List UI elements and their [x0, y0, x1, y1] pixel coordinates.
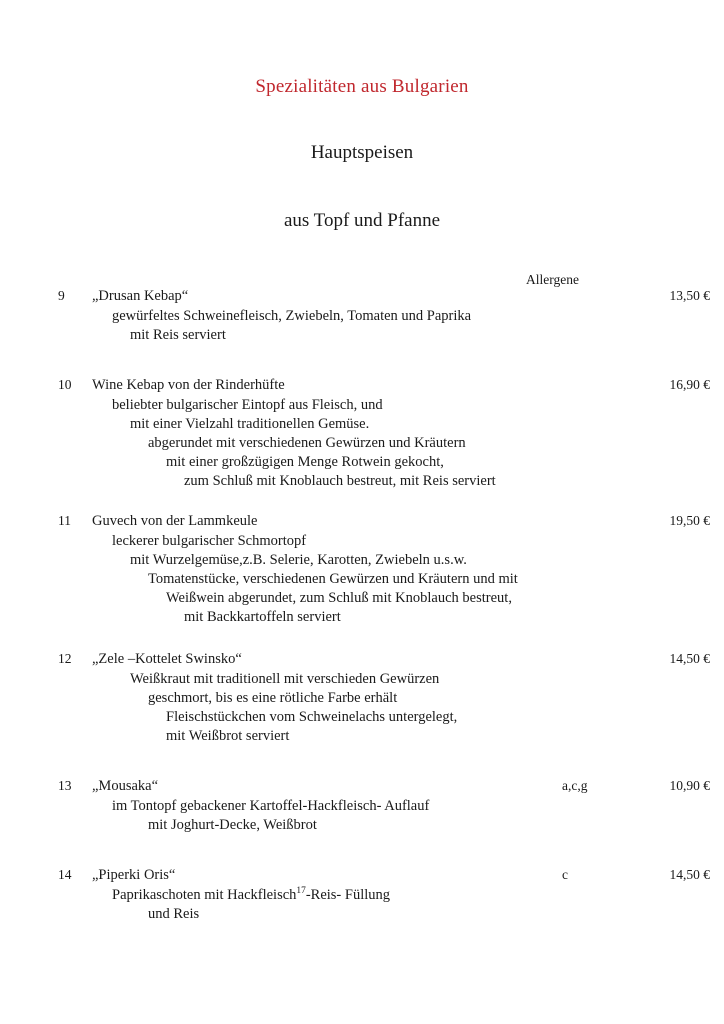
menu-item-header-row: [0, 377, 724, 396]
menu-item-price: 16,90 €: [669, 377, 710, 392]
menu-item-description: [0, 797, 724, 835]
menu-item-description-line: Weißwein abgerundet, zum Schluß mit Knoblauch bestreut,: [166, 590, 512, 606]
menu-item-price: 14,50 €: [669, 651, 710, 666]
menu-item-name: Guvech von der Lammkeule: [92, 513, 258, 529]
menu-item-description-line: im Tontopf gebackener Kartoffel-Hackfleisch- Auflauf: [112, 798, 430, 814]
menu-item-description-line: mit Weißbrot serviert: [166, 728, 290, 744]
menu-item: [0, 513, 724, 627]
menu-item-name: „Mousaka“: [92, 778, 159, 794]
menu-item-number: 13: [58, 778, 72, 793]
menu-item-description: [0, 307, 724, 345]
menu-item-description-line: mit Joghurt-Decke, Weißbrot: [148, 817, 317, 833]
menu-item-header-row: [0, 778, 724, 797]
menu-item-number: 9: [58, 288, 65, 303]
menu-item-header-row: [0, 651, 724, 670]
menu-item-number: 11: [58, 513, 71, 528]
menu-item-description-line: mit einer Vielzahl traditionellen Gemüse.: [130, 416, 370, 432]
menu-item-list: [0, 288, 724, 924]
menu-item-description-line: Tomatenstücke, verschiedenen Gewürzen und Kräutern und mit: [148, 571, 518, 587]
menu-item: [0, 288, 724, 345]
footnote-marker: 17: [296, 886, 306, 897]
menu-item-name: „Piperki Oris“: [92, 867, 176, 883]
menu-item-description-line: gewürfeltes Schweinefleisch, Zwiebeln, Tomaten und Paprika: [112, 308, 472, 324]
menu-item-description: [0, 886, 724, 924]
menu-item-name: „Drusan Kebap“: [92, 288, 189, 304]
menu-item-header-row: [0, 513, 724, 532]
menu-item-description: [0, 532, 724, 627]
menu-item: [0, 867, 724, 924]
allergene-column-header-label: Allergene: [526, 272, 579, 287]
menu-item-price: 10,90 €: [669, 778, 710, 793]
menu-item-description-line: Paprikaschoten mit Hackfleisch$^{17}$-Reis- Füllung: [112, 886, 391, 903]
menu-item-description-line: beliebter bulgarischer Eintopf aus Fleisch, und: [112, 397, 383, 413]
menu-item-description-line: und Reis: [148, 906, 200, 922]
menu-item-name: Wine Kebap von der Rinderhüfte: [92, 377, 285, 393]
menu-item-number: 12: [58, 651, 72, 666]
page-title: Spezialitäten aus Bulgarien: [255, 76, 469, 97]
menu-item-description-line: Fleischstückchen vom Schweinelachs untergelegt,: [166, 709, 458, 725]
section-subheading-topf-und-pfanne: aus Topf und Pfanne: [283, 210, 441, 231]
menu-item-description-line: Weißkraut mit traditionell mit verschieden Gewürzen: [130, 671, 440, 687]
menu-item-price: 13,50 €: [669, 288, 710, 303]
menu-item-header-row: [0, 867, 724, 886]
menu-item-description-line: mit Reis serviert: [130, 327, 226, 343]
menu-item: [0, 651, 724, 746]
menu-item-description-line: abgerundet mit verschiedenen Gewürzen und Kräutern: [148, 435, 466, 451]
menu-item-description: [0, 396, 724, 491]
menu-item: [0, 778, 724, 835]
menu-item-description-line: mit Wurzelgemüse,z.B. Selerie, Karotten, Zwiebeln u.s.w.: [130, 552, 467, 568]
menu-item-name: „Zele –Kottelet Swinsko“: [92, 651, 242, 667]
menu-item-number: 14: [58, 867, 72, 882]
section-heading-hauptspeisen: Hauptspeisen: [310, 142, 414, 163]
menu-item-header-row: [0, 288, 724, 307]
menu-item-description-line: mit Backkartoffeln serviert: [184, 609, 341, 625]
menu-item: [0, 377, 724, 491]
menu-item-description-line: mit einer großzügigen Menge Rotwein gekocht,: [166, 454, 444, 470]
menu-item-price: 14,50 €: [669, 867, 710, 882]
menu-item-description-line: geschmort, bis es eine rötliche Farbe erhält: [148, 690, 398, 706]
menu-item-number: 10: [58, 377, 72, 392]
menu-item-allergens: a,c,g: [562, 778, 588, 793]
menu-item-allergens: c: [562, 867, 568, 882]
menu-item-description-line: leckerer bulgarischer Schmortopf: [112, 533, 307, 549]
menu-item-price: 19,50 €: [669, 513, 710, 528]
menu-item-description-line: zum Schluß mit Knoblauch bestreut, mit Reis serviert: [184, 473, 496, 489]
menu-item-description: [0, 670, 724, 746]
